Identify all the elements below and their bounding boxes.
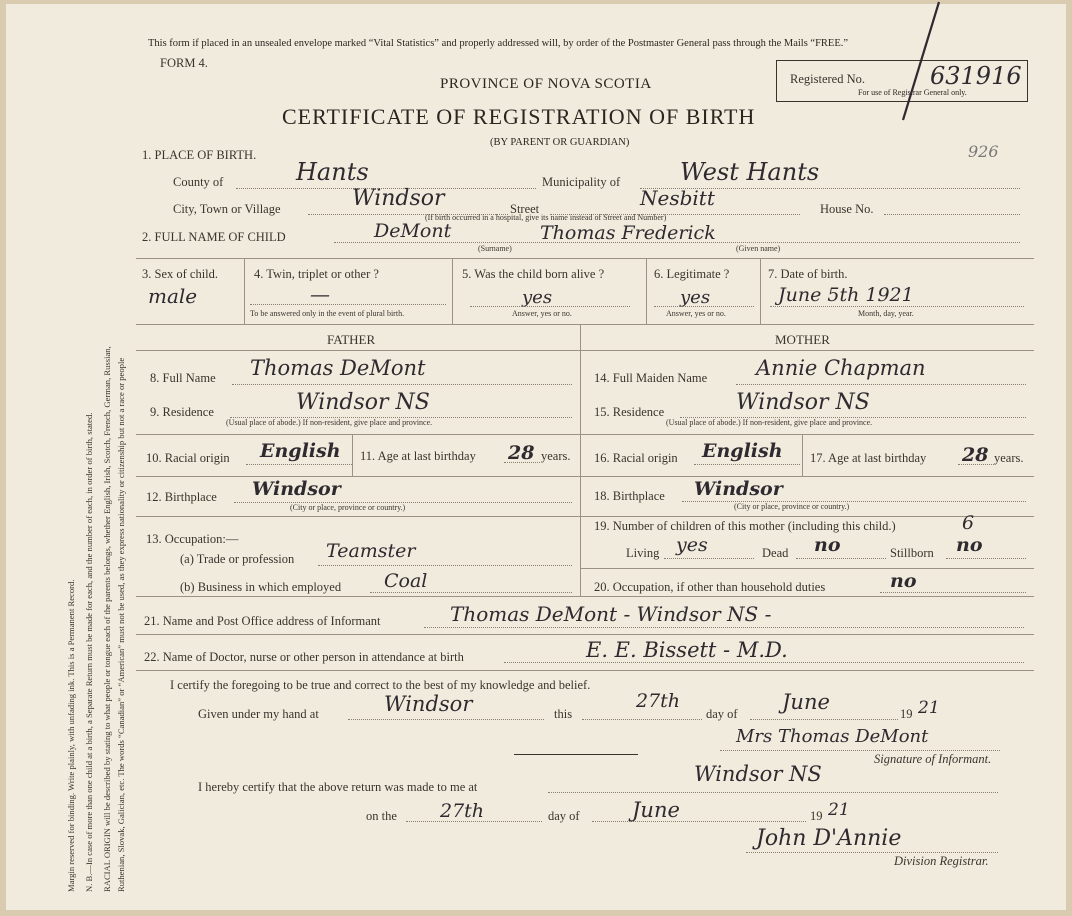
child-given-names: Thomas Frederick — [540, 222, 716, 244]
place-of-birth-label: 1. PLACE OF BIRTH. — [142, 148, 257, 162]
rule — [136, 324, 1034, 325]
margin-line-4: Ruthenian, Slovak, Galician, etc. The words “Canadian” or “American” must not be used, as they express nationality or citizenship but not a race or people — [116, 357, 126, 892]
registered-note: For use of Registrar General only. — [858, 88, 967, 97]
street-label: Street — [510, 202, 540, 216]
registrar-day-value: 27th — [440, 800, 485, 822]
rule — [580, 324, 581, 596]
date-value: June 5th 1921 — [778, 284, 914, 306]
given-month-value: June — [782, 690, 830, 714]
father-age-suffix: years. — [541, 449, 571, 463]
registrar-signature: John D'Annie — [756, 826, 902, 851]
rule — [796, 558, 886, 559]
rule — [946, 558, 1026, 559]
rule — [250, 304, 446, 305]
hospital-note: (If birth occurred in a hospital, give its name instead of Street and Number) — [425, 213, 667, 222]
living-label: Living — [626, 546, 660, 560]
registrar-day-of-label: day of — [548, 809, 580, 823]
rule — [694, 464, 800, 465]
father-business-value: Coal — [384, 570, 428, 592]
rule — [746, 852, 998, 853]
rule — [136, 596, 1034, 597]
rule — [136, 476, 1034, 477]
rule — [246, 464, 352, 465]
father-name-value: Thomas DeMont — [250, 356, 426, 380]
page-title: CERTIFICATE OF REGISTRATION OF BIRTH — [282, 104, 756, 129]
father-business-label: (b) Business in which employed — [180, 580, 342, 594]
mother-racial-label: 16. Racial origin — [594, 451, 678, 465]
given-year-value: 21 — [918, 698, 940, 718]
rule — [664, 558, 754, 559]
sex-label: 3. Sex of child. — [142, 267, 219, 281]
rule — [514, 754, 638, 755]
alive-note: Answer, yes or no. — [512, 309, 572, 318]
city-label: City, Town or Village — [173, 202, 281, 216]
informant-signature-label: Signature of Informant. — [874, 752, 992, 766]
page-subtitle: (BY PARENT OR GUARDIAN) — [490, 137, 630, 148]
rule — [136, 434, 1034, 435]
mother-racial-value: English — [702, 440, 783, 462]
street-value: Nesbitt — [640, 186, 715, 210]
division-registrar-label: Division Registrar. — [894, 854, 989, 868]
rule — [424, 627, 1024, 628]
father-racial-value: English — [260, 440, 341, 462]
father-name-label: 8. Full Name — [150, 371, 216, 385]
registrar-month-value: June — [632, 798, 680, 822]
legitimate-note: Answer, yes or no. — [666, 309, 726, 318]
given-place-value: Windsor — [384, 692, 473, 716]
mother-occupation-label: 20. Occupation, if other than household duties — [594, 580, 826, 594]
county-value: Hants — [296, 158, 369, 186]
registered-number: 631916 — [930, 62, 1022, 90]
city-value: Windsor — [352, 186, 445, 211]
twin-value: — — [310, 282, 330, 306]
doctor-value: E. E. Bissett - M.D. — [586, 638, 788, 662]
mother-name-value: Annie Chapman — [756, 356, 926, 380]
rule — [348, 719, 544, 720]
informant-signature: Mrs Thomas DeMont — [736, 726, 929, 747]
father-residence-value: Windsor NS — [296, 390, 430, 415]
certify-text: I certify the foregoing to be true and correct to the best of my knowledge and belief. — [170, 678, 591, 692]
date-label: 7. Date of birth. — [768, 267, 848, 281]
rule — [136, 670, 1034, 671]
registered-label: Registered No. — [790, 72, 865, 86]
margin-line-1: Margin reserved for binding. Write plainly, with unfading ink. This is a Permanent Record. — [66, 579, 76, 892]
mother-age-value: 28 — [962, 444, 989, 466]
rule — [720, 750, 1000, 751]
registrar-year-value: 21 — [828, 800, 850, 820]
legitimate-value: yes — [680, 287, 711, 308]
mother-birthplace-note: (City or place, province or country.) — [734, 502, 850, 511]
mother-age-label: 17. Age at last birthday — [810, 451, 927, 465]
check-mark-stroke — [895, 0, 945, 125]
corner-number: 926 — [968, 142, 999, 161]
rule — [880, 592, 1026, 593]
mother-children-value: 6 — [962, 512, 975, 534]
rule — [470, 306, 630, 307]
father-birthplace-note: (City or place, province or country.) — [290, 503, 406, 512]
given-note: (Given name) — [736, 244, 781, 253]
rule — [136, 516, 1034, 517]
rule — [136, 634, 1034, 635]
mother-heading: MOTHER — [775, 332, 830, 347]
twin-note: To be answered only in the event of plural birth. — [250, 309, 405, 318]
mother-occupation-value: no — [890, 570, 917, 592]
municipality-label: Municipality of — [542, 175, 621, 189]
rule — [232, 384, 572, 385]
mother-residence-note: (Usual place of abode.) If non-resident, give place and province. — [666, 418, 873, 427]
father-trade-label: (a) Trade or profession — [180, 552, 295, 566]
informant-value: Thomas DeMont - Windsor NS - — [450, 602, 772, 626]
province-heading: PROVINCE OF NOVA SCOTIA — [440, 76, 652, 92]
father-residence-note: (Usual place of abode.) If non-resident, give place and province. — [226, 418, 433, 427]
mother-birthplace-label: 18. Birthplace — [594, 489, 665, 503]
mother-children-label: 19. Number of children of this mother (including this child.) — [594, 519, 896, 533]
father-heading: FATHER — [327, 332, 376, 347]
rule — [582, 719, 702, 720]
stillborn-label: Stillborn — [890, 546, 934, 560]
rule — [646, 258, 647, 324]
father-age-label: 11. Age at last birthday — [360, 449, 476, 463]
rule — [770, 306, 1024, 307]
rule — [136, 350, 1034, 351]
mail-notice: This form if placed in an unsealed envelope marked “Vital Statistics” and properly addressed will, by order of the Postmaster General pass through the Mails “FREE.” — [148, 38, 849, 49]
rule — [654, 306, 754, 307]
house-line — [884, 214, 1020, 215]
rule — [592, 821, 806, 822]
this-label: this — [554, 707, 573, 721]
given-day-value: 27th — [636, 690, 681, 712]
rule — [318, 565, 572, 566]
given-label: Given under my hand at — [198, 707, 319, 721]
father-birthplace-value: Windsor — [252, 478, 341, 500]
margin-line-3: RACIAL ORIGIN will be described by stating to what people or tongue each of the parents belongs, whether English, Irish, Scotch, French, German, Russian, — [102, 346, 112, 892]
rule — [736, 384, 1026, 385]
form-number: FORM 4. — [160, 56, 208, 70]
rule — [352, 434, 353, 476]
child-surname: DeMont — [374, 220, 452, 242]
rule — [136, 258, 1034, 259]
twin-label: 4. Twin, triplet or other ? — [254, 267, 379, 281]
alive-value: yes — [522, 287, 553, 308]
registrar-place-value: Windsor NS — [694, 762, 822, 786]
house-label: House No. — [820, 202, 874, 216]
stillborn-value: no — [956, 534, 983, 556]
father-birthplace-label: 12. Birthplace — [146, 490, 217, 504]
day-of-label: day of — [706, 707, 738, 721]
father-racial-label: 10. Racial origin — [146, 451, 230, 465]
municipality-value: West Hants — [680, 158, 820, 186]
dead-value: no — [814, 534, 841, 556]
rule — [504, 662, 1024, 663]
mother-age-suffix: years. — [994, 451, 1024, 465]
date-note: Month, day, year. — [858, 309, 914, 318]
rule — [548, 792, 998, 793]
sex-value: male — [148, 284, 198, 308]
dead-label: Dead — [762, 546, 789, 560]
legitimate-label: 6. Legitimate ? — [654, 267, 730, 281]
mother-residence-value: Windsor NS — [736, 390, 870, 415]
registrar-certify-text: I hereby certify that the above return was made to me at — [198, 780, 478, 794]
rule — [370, 592, 572, 593]
county-label: County of — [173, 175, 224, 189]
rule — [802, 434, 803, 476]
mother-residence-label: 15. Residence — [594, 405, 665, 419]
margin-line-2: N. B.—In case of more than one child at a birth, a Separate Return must be made for each, and the number of each, in order of birth, stated. — [84, 412, 94, 892]
living-value: yes — [676, 534, 708, 556]
doctor-label: 22. Name of Doctor, nurse or other person in attendance at birth — [144, 650, 464, 664]
mother-name-label: 14. Full Maiden Name — [594, 371, 708, 385]
rule — [760, 258, 761, 324]
year-prefix: 19 — [900, 707, 913, 721]
rule — [244, 258, 245, 324]
rule — [580, 568, 1034, 569]
father-trade-value: Teamster — [326, 540, 416, 562]
registrar-year-prefix: 19 — [810, 809, 823, 823]
father-residence-label: 9. Residence — [150, 405, 214, 419]
informant-label: 21. Name and Post Office address of Informant — [144, 614, 381, 628]
rule — [750, 719, 898, 720]
surname-note: (Surname) — [478, 244, 512, 253]
alive-label: 5. Was the child born alive ? — [462, 267, 605, 281]
father-age-value: 28 — [508, 442, 535, 464]
father-occupation-label: 13. Occupation:— — [146, 532, 239, 546]
rule — [452, 258, 453, 324]
child-name-label: 2. FULL NAME OF CHILD — [142, 230, 286, 244]
on-the-label: on the — [366, 809, 397, 823]
mother-birthplace-value: Windsor — [694, 478, 783, 500]
